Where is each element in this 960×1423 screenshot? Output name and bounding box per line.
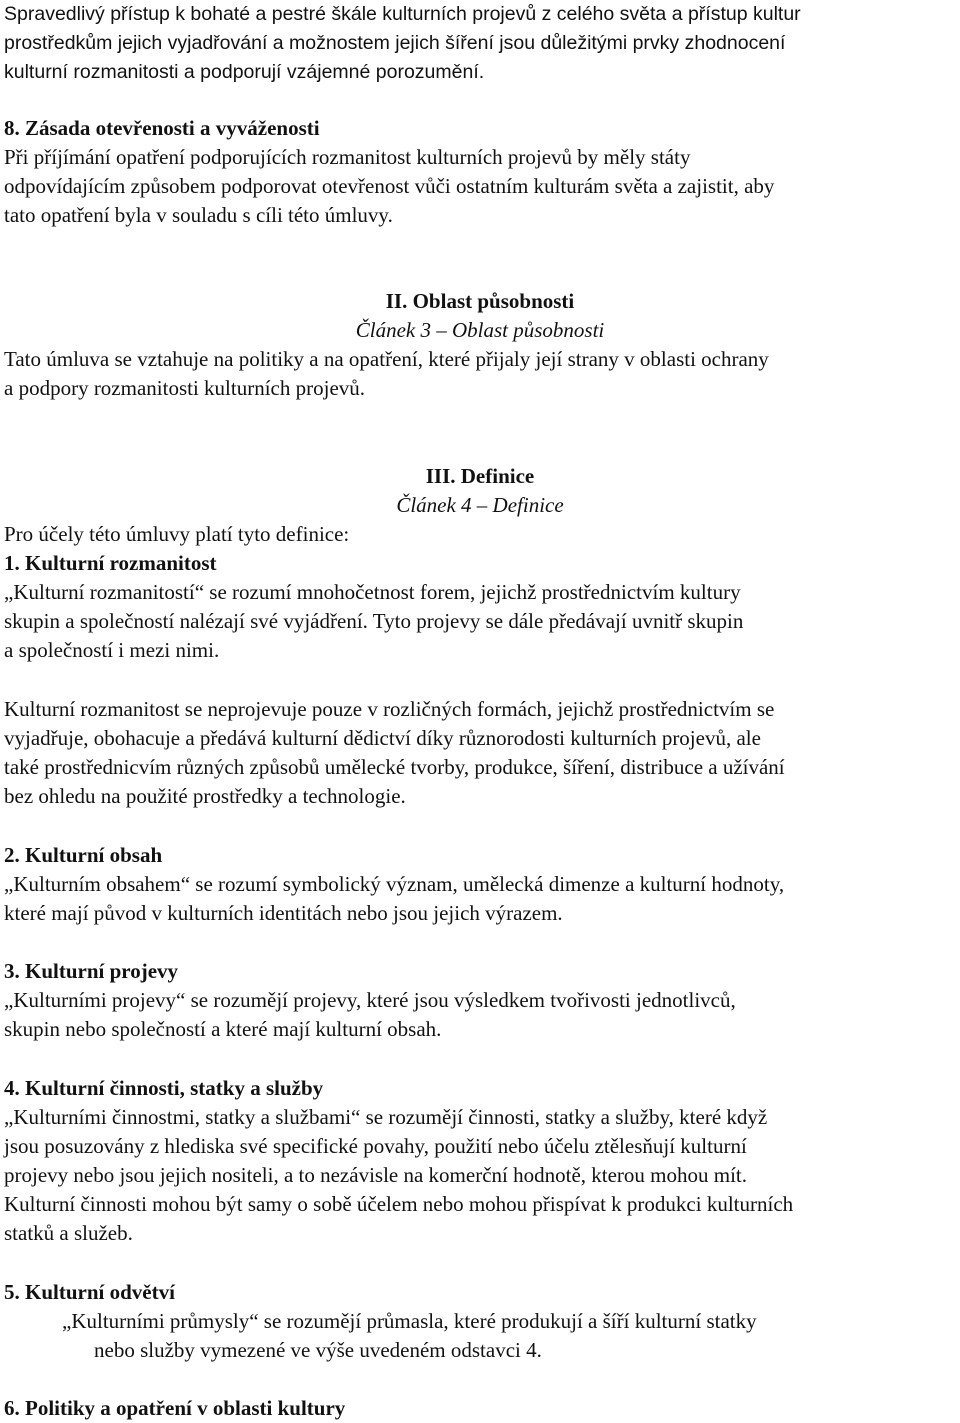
- definition-1-line: a společností i mezi nimi.: [4, 638, 220, 662]
- intro-paragraph: [4, 0, 956, 87]
- intro-line: Spravedlivý přístup k bohaté a pestré škále kulturních projevů z celého světa a přístup kultur: [4, 3, 801, 25]
- definition-4: [4, 1074, 956, 1248]
- definition-6: [4, 1394, 956, 1423]
- principle-8: [4, 114, 956, 230]
- definition-5-heading: 5. Kulturní odvětví: [4, 1280, 175, 1304]
- definition-1-line: skupin a společností nalézají své vyjádření. Tyto projevy se dále předávají uvnitř skupin: [4, 609, 744, 633]
- article-4-title: Článek 4 – Definice: [396, 493, 564, 517]
- principle-8-line: tato opatření byla v souladu s cíli této úmluvy.: [4, 203, 393, 227]
- definition-2-heading: 2. Kulturní obsah: [4, 843, 163, 867]
- definition-5-line: „Kulturními průmysly“ se rozumějí průmasla, které produkují a šíří kulturní statky: [62, 1309, 757, 1333]
- section-iii: [4, 462, 956, 549]
- definition-2-line: „Kulturním obsahem“ se rozumí symbolický význam, umělecká dimenze a kulturní hodnoty,: [4, 872, 785, 896]
- principle-8-line: Při příjímání opatření podporujících rozmanitost kulturních projevů by měly státy: [4, 145, 691, 169]
- article-3-title: Článek 3 – Oblast působnosti: [355, 318, 605, 342]
- definition-3: [4, 957, 956, 1044]
- principle-8-line: odpovídajícím způsobem podporovat otevřenost vůči ostatním kulturám světa a zajistit, aby: [4, 174, 775, 198]
- definition-1-paragraph-2: [4, 695, 956, 811]
- definition-1-para2-line: také prostřednicvím různých způsobů umělecké tvorby, produkce, šíření, distribuce a užívání: [4, 755, 785, 779]
- definition-1-para2-line: vyjadřuje, obohacuje a předává kulturní dědictví díky různorodosti kulturních projevů, ale: [4, 726, 761, 750]
- definition-1-line: „Kulturní rozmanitostí“ se rozumí mnohočetnost forem, jejichž prostřednictvím kultury: [4, 580, 741, 604]
- section-ii-heading: II. Oblast působnosti: [385, 289, 575, 313]
- definition-6-heading: 6. Politiky a opatření v oblasti kultury: [4, 1396, 346, 1420]
- definition-1-para2-line: Kulturní rozmanitost se neprojevuje pouze v rozličných formách, jejichž prostřednictvím se: [4, 697, 775, 721]
- definition-4-line: Kulturní činnosti mohou být samy o sobě účelem nebo mohou přispívat k produkci kulturních: [4, 1192, 794, 1216]
- definition-1: [4, 549, 956, 665]
- definition-1-para2-line: bez ohledu na použité prostředky a technologie.: [4, 784, 406, 808]
- section-ii-line: a podpory rozmanitosti kulturních projevů.: [4, 376, 366, 400]
- definitions-intro: Pro účely této úmluvy platí tyto definice:: [4, 522, 350, 546]
- intro-line: kulturní rozmanitosti a podporují vzájemné porozumění.: [4, 61, 485, 83]
- section-ii-line: Tato úmluva se vztahuje na politiky a na opatření, které přijaly její strany v oblasti ochrany: [4, 347, 769, 371]
- principle-8-heading: 8. Zásada otevřenosti a vyváženosti: [4, 116, 320, 140]
- section-iii-heading: III. Definice: [425, 464, 535, 488]
- definition-4-line: „Kulturními činnostmi, statky a službami“ se rozumějí činnosti, statky a služby, které když: [4, 1105, 768, 1129]
- definition-4-line: statků a služeb.: [4, 1221, 133, 1245]
- definition-3-line: skupin nebo společností a které mají kulturní obsah.: [4, 1017, 442, 1041]
- definition-2-line: které mají původ v kulturních identitách nebo jsou jejich výrazem.: [4, 901, 563, 925]
- intro-line: prostředkům jejich vyjadřování a možnostem jejich šíření jsou důležitými prvky zhodnocení: [4, 32, 786, 54]
- definition-1-heading: 1. Kulturní rozmanitost: [4, 551, 217, 575]
- definition-3-heading: 3. Kulturní projevy: [4, 959, 179, 983]
- section-ii: [4, 287, 956, 403]
- definition-4-line: projevy nebo jsou jejich nositeli, a to nezávisle na komerční hodnotě, kterou mohou mít.: [4, 1163, 747, 1187]
- definition-2: [4, 841, 956, 928]
- definition-5: [4, 1278, 956, 1365]
- definition-5-line: nebo služby vymezené ve výše uvedeném odstavci 4.: [94, 1338, 542, 1362]
- definition-4-line: jsou posuzovány z hlediska své specifické povahy, použití nebo účelu ztělesňují kulturní: [4, 1134, 747, 1158]
- definition-4-heading: 4. Kulturní činnosti, statky a služby: [4, 1076, 324, 1100]
- definition-3-line: „Kulturními projevy“ se rozumějí projevy, které jsou výsledkem tvořivosti jednotlivců,: [4, 988, 736, 1012]
